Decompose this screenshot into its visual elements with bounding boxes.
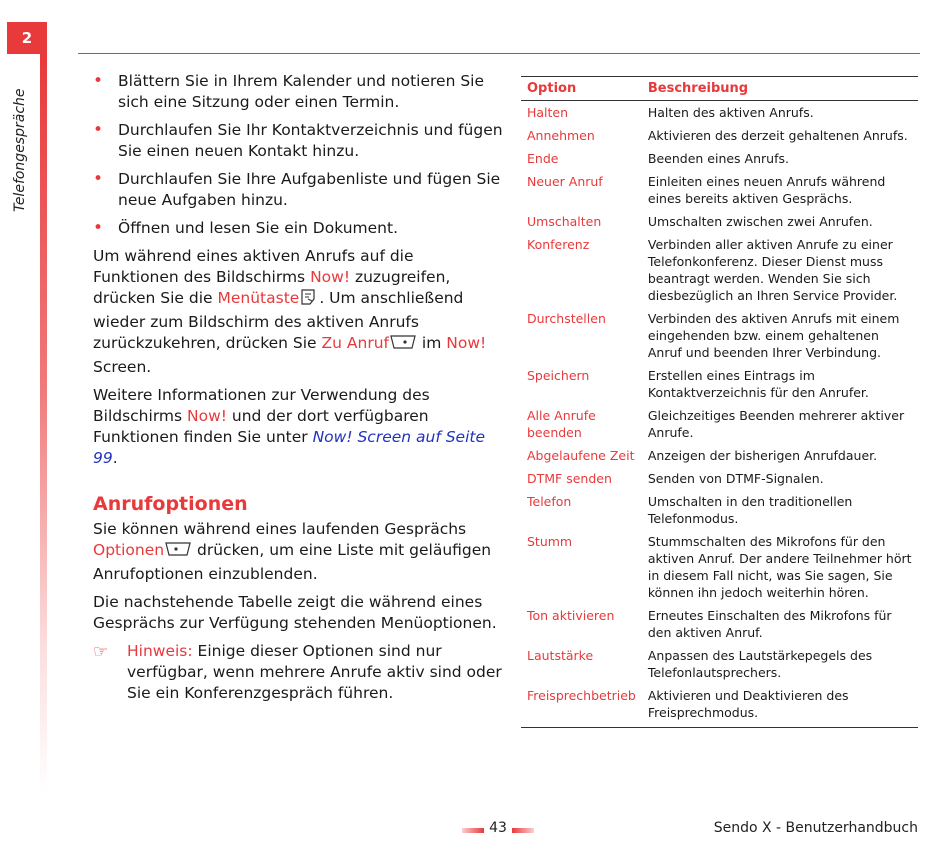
option-cell: Alle Anrufe beenden bbox=[527, 408, 596, 440]
table-row bbox=[521, 233, 918, 307]
header-rule bbox=[78, 53, 920, 54]
table-row bbox=[521, 404, 918, 444]
option-cell: Durchstellen bbox=[527, 311, 606, 326]
description-cell: Beenden eines Anrufs. bbox=[647, 151, 789, 166]
bullet-item: • Durchlaufen Sie Ihre Aufgabenliste und fügen Sie neue Aufgaben hinzu. bbox=[93, 169, 503, 211]
table-row bbox=[521, 147, 918, 170]
menu-key-label: Menütaste bbox=[217, 289, 300, 307]
chapter-side-title: Telefongespräche bbox=[12, 88, 28, 212]
bullet-item: • Blättern Sie in Ihrem Kalender und notieren Sie sich eine Sitzung oder einen Termin. bbox=[93, 71, 503, 113]
option-cell: Ende bbox=[527, 151, 559, 166]
description-cell: Verbinden aller aktiven Anrufe zu einer Telefonkonferenz. Dieser Dienst muss beantragt werden. Wenden Sie sich diesbezüglich an Ihren Service Provider. bbox=[647, 237, 898, 303]
table-row bbox=[521, 644, 918, 684]
column-header-option: Option bbox=[521, 77, 642, 101]
paragraph-now-screen: Um während eines aktiven Anrufs auf die Funktionen des Bildschirms Now! zuzugreifen, drücken Sie die Menütaste . Um anschließend wieder zum Bildschirm des aktiven Anrufs zurückzukehren, drücken Sie Zu Anruf im Now! Screen. bbox=[93, 247, 487, 376]
page-number: 43 bbox=[462, 820, 534, 836]
paragraph-options: Sie können während eines laufenden Gesprächs Optionen drücken, um eine Liste mit geläufigen Anrufoptionen einzublenden. bbox=[93, 520, 492, 583]
back-to-call-label: Zu Anruf bbox=[321, 334, 389, 352]
bullet-item: • Durchlaufen Sie Ihr Kontaktverzeichnis und fügen Sie einen neuen Kontakt hinzu. bbox=[93, 120, 503, 162]
right-softkey-icon bbox=[390, 333, 416, 357]
column-header-description: Beschreibung bbox=[642, 77, 918, 101]
description-cell: Umschalten in den traditionellen Telefonmodus. bbox=[647, 494, 853, 526]
bullet-list bbox=[93, 71, 503, 239]
description-cell: Umschalten zwischen zwei Anrufen. bbox=[647, 214, 873, 229]
note-label: Hinweis: bbox=[127, 642, 193, 660]
options-label: Optionen bbox=[93, 541, 165, 559]
now-label: Now! bbox=[187, 407, 227, 425]
description-cell: Aktivieren des derzeit gehaltenen Anrufs. bbox=[647, 128, 908, 143]
option-cell: Annehmen bbox=[527, 128, 595, 143]
table-row bbox=[521, 101, 918, 125]
option-cell: Neuer Anruf bbox=[527, 174, 603, 189]
main-text-column bbox=[93, 71, 503, 704]
table-row bbox=[521, 210, 918, 233]
table-row bbox=[521, 170, 918, 210]
option-cell: Halten bbox=[527, 105, 569, 120]
option-cell: Konferenz bbox=[527, 237, 590, 252]
menu-key-icon bbox=[300, 288, 318, 312]
note-block: ☞ Hinweis: Einige dieser Optionen sind nur verfügbar, wenn mehrere Anrufe aktiv sind oder Sie ein Konferenzgespräch führen. bbox=[93, 642, 502, 702]
table-row bbox=[521, 124, 918, 147]
table-row bbox=[521, 444, 918, 467]
description-cell: Gleichzeitiges Beenden mehrerer aktiver Anrufe. bbox=[647, 408, 905, 440]
option-cell: Ton aktivieren bbox=[527, 608, 615, 623]
option-cell: Umschalten bbox=[527, 214, 602, 229]
pointing-hand-icon: ☞ bbox=[93, 642, 109, 662]
option-cell: Lautstärke bbox=[527, 648, 594, 663]
table-row bbox=[521, 684, 918, 728]
description-cell: Halten des aktiven Anrufs. bbox=[647, 105, 814, 120]
table-row bbox=[521, 604, 918, 644]
bullet-item: • Öffnen und lesen Sie ein Dokument. bbox=[93, 218, 503, 239]
option-cell: Speichern bbox=[527, 368, 590, 383]
description-cell: Anzeigen der bisherigen Anrufdauer. bbox=[647, 448, 878, 463]
section-title: Anrufoptionen bbox=[93, 493, 248, 515]
table-row bbox=[521, 467, 918, 490]
left-softkey-icon bbox=[165, 540, 191, 564]
book-title: Sendo X - Benutzerhandbuch bbox=[713, 820, 918, 836]
cross-reference-link[interactable]: Now! Screen auf Seite 99 bbox=[93, 428, 486, 467]
option-cell: Abgelaufene Zeit bbox=[527, 448, 635, 463]
description-cell: Verbinden des aktiven Anrufs mit einem eingehenden bzw. einem gehaltenen Anruf und beenden Ihrer Verbindung. bbox=[647, 311, 900, 360]
option-cell: Telefon bbox=[527, 494, 572, 509]
description-cell: Einleiten eines neuen Anrufs während eines bereits aktiven Gesprächs. bbox=[647, 174, 886, 206]
chapter-number-badge: 2 bbox=[7, 22, 47, 54]
description-cell: Anpassen des Lautstärkepegels des Telefonlautsprechers. bbox=[647, 648, 873, 680]
side-accent-bar bbox=[40, 54, 47, 794]
table-row bbox=[521, 307, 918, 364]
paragraph-table-intro: Die nachstehende Tabelle zeigt die während eines Gesprächs zur Verfügung stehenden Menüoptionen. bbox=[93, 593, 497, 632]
option-cell: DTMF senden bbox=[527, 471, 612, 486]
paragraph-more-info: Weitere Informationen zur Verwendung des Bildschirms Now! und der dort verfügbaren Funktionen finden Sie unter Now! Screen auf Seite 99. bbox=[93, 386, 486, 467]
call-options-table bbox=[521, 76, 918, 728]
description-cell: Erneutes Einschalten des Mikrofons für den aktiven Anruf. bbox=[647, 608, 892, 640]
table-row bbox=[521, 490, 918, 530]
table-header-row bbox=[521, 77, 918, 101]
option-cell: Freisprechbetrieb bbox=[521, 684, 642, 728]
now-label: Now! bbox=[446, 334, 487, 352]
description-cell: Stummschalten des Mikrofons für den aktiven Anruf. Der andere Teilnehmer hört in diesem Fall nicht, was Sie sagen, Sie können ihn jedoch weiterhin hören. bbox=[647, 534, 912, 600]
table-row bbox=[521, 530, 918, 604]
description-cell: Senden von DTMF-Signalen. bbox=[647, 471, 824, 486]
now-label: Now! bbox=[310, 268, 351, 286]
description-cell: Erstellen eines Eintrags im Kontaktverzeichnis für den Anrufer. bbox=[647, 368, 869, 400]
option-cell: Stumm bbox=[527, 534, 573, 549]
table-row bbox=[521, 364, 918, 404]
description-cell: Aktivieren und Deaktivieren des Freisprechmodus. bbox=[642, 684, 918, 728]
